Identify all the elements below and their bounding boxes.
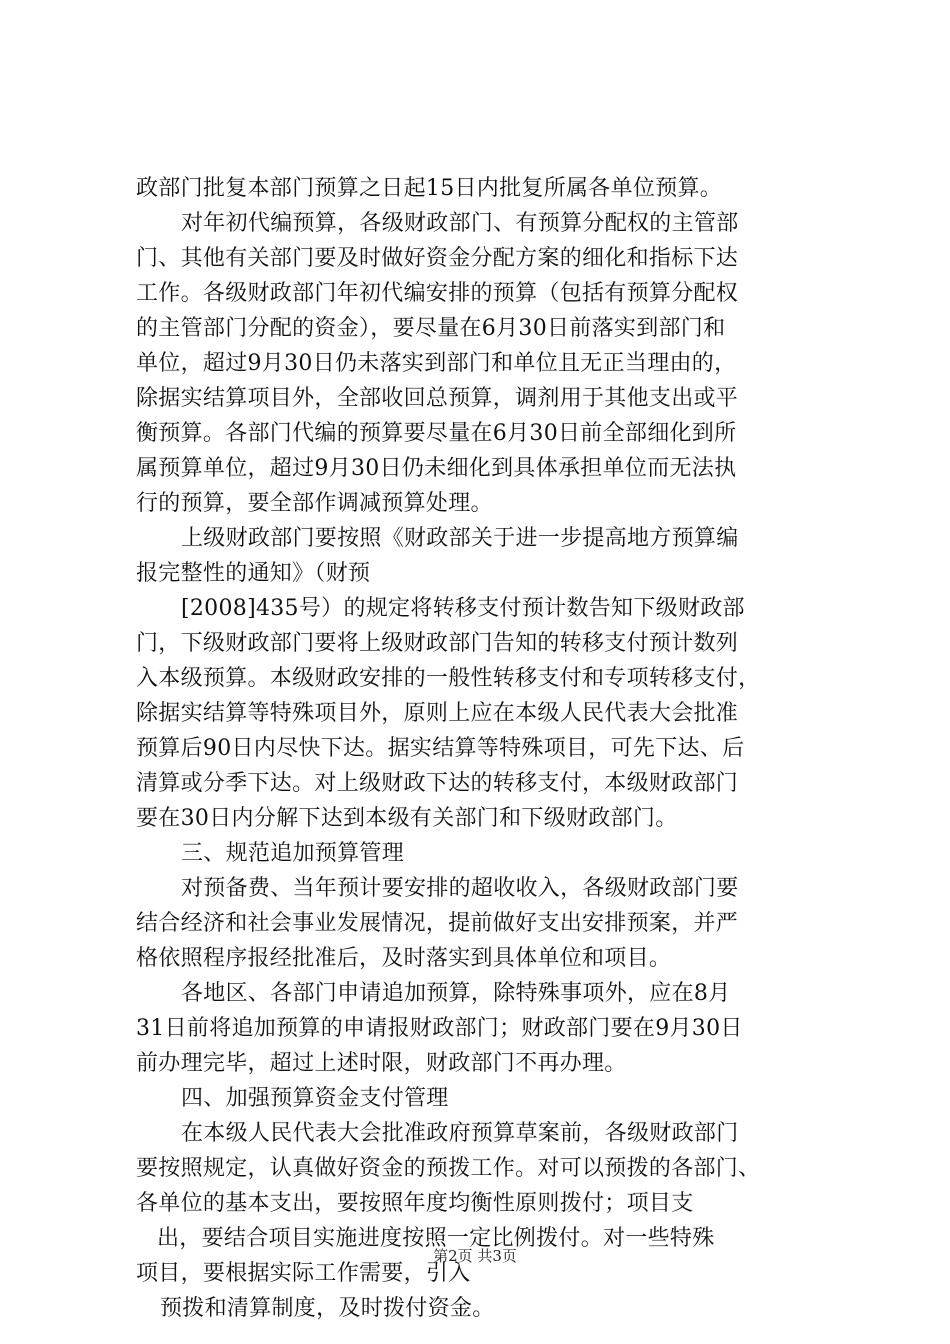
body-text-line: 各单位的基本支出，要按照年度均衡性原则拨付；项目支 (136, 1191, 694, 1216)
body-text-line: 门、其他有关部门要及时做好资金分配方案的细化和指标下达 (136, 246, 739, 271)
paragraph-start-line: 对年初代编预算，各级财政部门、有预算分配权的主管部 (181, 211, 739, 236)
paragraph-start-line: 各地区、各部门申请追加预算，除特殊事项外，应在8月 (181, 981, 731, 1006)
body-text-line: 工作。各级财政部门年初代编安排的预算（包括有预算分配权 (136, 281, 739, 306)
body-text-line: 属预算单位，超过9月30日仍未细化到具体承担单位而无法执 (136, 456, 737, 481)
body-text-line: 31日前将追加预算的申请报财政部门；财政部门要在9月30日 (136, 1016, 743, 1041)
body-text-line: 政部门批复本部门预算之日起15日内批复所属各单位预算。 (136, 176, 723, 201)
body-text-line: 门，下级财政部门要将上级财政部门告知的转移支付预计数列 (136, 631, 739, 656)
body-text-line: 的主管部门分配的资金），要尽量在6月30日前落实到部门和 (136, 316, 726, 341)
body-text-line: 入本级预算。本级财政安排的一般性转移支付和专项转移支付， (136, 666, 761, 691)
body-text-line: 预算后90日内尽快下达。据实结算等特殊项目，可先下达、后 (136, 736, 745, 761)
body-text-line: 除据实结算项目外，全部收回总预算，调剂用于其他支出或平 (136, 386, 739, 411)
body-text-line: 格依照程序报经批准后，及时落实到具体单位和项目。 (136, 946, 672, 971)
body-text-line: 预拨和清算制度，及时拨付资金。 (160, 1296, 495, 1321)
body-text-line: 要在30日内分解下达到本级有关部门和下级财政部门。 (136, 806, 678, 831)
body-text-line: 要按照规定，认真做好资金的预拨工作。对可以预拨的各部门、 (136, 1156, 761, 1181)
paragraph-start-line: 在本级人民代表大会批准政府预算草案前，各级财政部门 (181, 1121, 739, 1146)
body-text-line: 衡预算。各部门代编的预算要尽量在6月30日前全部细化到所 (136, 421, 737, 446)
body-text-line: 结合经济和社会事业发展情况，提前做好支出安排预案，并严 (136, 911, 739, 936)
body-text-line: 单位，超过9月30日仍未落实到部门和单位且无正当理由的， (136, 351, 737, 376)
paragraph-start-line: 上级财政部门要按照《财政部关于进一步提高地方预算编 (181, 526, 739, 551)
body-text-line: 报完整性的通知》（财预 (136, 561, 371, 586)
body-text-line: 出，要结合项目实施进度按照一定比例拨付。对一些特殊 (157, 1226, 715, 1251)
body-text-line: 除据实结算等特殊项目外，原则上应在本级人民代表大会批准 (136, 701, 739, 726)
page-footer: 第2页 共3页 (433, 1247, 517, 1265)
document-body (136, 171, 836, 1326)
body-text-line: 项目，要根据实际工作需要，引入 (136, 1261, 471, 1286)
body-text-line: 行的预算，要全部作调减预算处理。 (136, 491, 493, 516)
paragraph-start-line: 对预备费、当年预计要安排的超收收入，各级财政部门要 (181, 876, 739, 901)
body-text-line: 清算或分季下达。对上级财政下达的转移支付，本级财政部门 (136, 771, 739, 796)
section-heading: 四、加强预算资金支付管理 (181, 1086, 449, 1111)
body-text-line: 前办理完毕，超过上述时限，财政部门不再办理。 (136, 1051, 627, 1076)
paragraph-start-line: [2008]435号）的规定将转移支付预计数告知下级财政部 (181, 596, 745, 621)
section-heading: 三、规范追加预算管理 (181, 841, 405, 866)
